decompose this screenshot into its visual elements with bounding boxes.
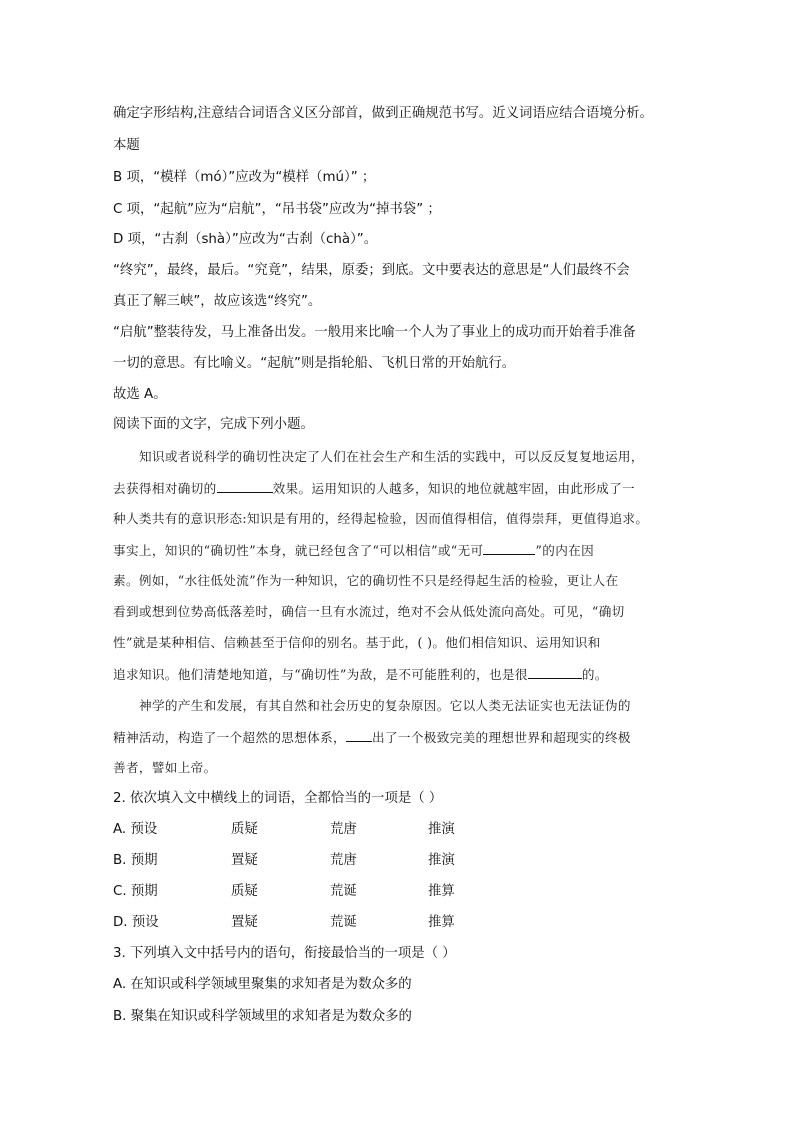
q2-option-c-word2: 质疑 — [231, 884, 258, 899]
fill-blank-1 — [217, 479, 273, 493]
q3-option-b: B. 聚集在知识或科学领域里的求知者是为数众多的 — [113, 1009, 412, 1024]
passage-text: 精神活动，构造了一个超然的思想体系， — [113, 730, 346, 745]
passage-text: 的。 — [581, 667, 608, 682]
q2-option-d-word2: 置疑 — [231, 915, 258, 930]
passage-text: 效果。运用知识的人越多，知识的地位就越牢固，由此形成了一 — [272, 481, 635, 496]
explanation-line-3: B 项，“模样（mó）”应改为“模样（mú）” ； — [113, 170, 376, 185]
question-2-stem: 2. 依次填入文中横线上的词语，全都恰当的一项是（ ） — [113, 791, 443, 806]
q2-option-d-word3: 荒诞 — [330, 915, 357, 930]
passage-line-7: 性”就是某种相信、信赖甚至于信仰的别名。基于此，( )。他们相信知识、运用知识和 — [113, 635, 601, 650]
passage-line-2 — [113, 479, 689, 498]
q2-option-a-label: A. 预设 — [113, 822, 158, 837]
q2-option-b-label: B. 预期 — [113, 853, 158, 868]
passage-text: ”的内在因 — [535, 543, 595, 558]
explanation-line-10: 故选 A。 — [113, 387, 167, 402]
fill-blank-3 — [528, 665, 582, 679]
passage-text: 出了一个极致完美的理想世界和超现实的终极 — [372, 730, 631, 745]
passage-line-1: 知识或者说科学的确切性决定了人们在社会生产和生活的实践中，可以反反复复地运用， — [139, 449, 644, 464]
passage-line-8 — [113, 665, 689, 684]
q2-option-b-word2: 置疑 — [231, 853, 258, 868]
passage-line-3: 种人类共有的意识形态:知识是有用的，经得起检验，因而值得相信，值得崇拜，更值得追求。 — [113, 511, 649, 526]
passage-text: 追求知识。他们清楚地知道，与“确切性”为敌，是不可能胜利的，也是很 — [113, 667, 528, 682]
q2-option-d-word4: 推算 — [428, 915, 455, 930]
explanation-line-4: C 项，“起航”应为“启航”，“吊书袋”应改为“掉书袋” ； — [113, 202, 441, 217]
q2-option-b-word4: 推演 — [428, 853, 455, 868]
explanation-line-2: 本题 — [113, 138, 140, 153]
explanation-line-9: 一切的意思。有比喻义。“起航”则是指轮船、飞机日常的开始航行。 — [113, 356, 516, 371]
q2-option-a-word3: 荒唐 — [330, 822, 357, 837]
q2-option-c-word4: 推算 — [428, 884, 455, 899]
q2-option-a-word2: 质疑 — [231, 822, 258, 837]
passage-line-6: 看到或想到位势高低落差时，确信一旦有水流过，绝对不会从低处流向高处。可见，“确切 — [113, 604, 625, 619]
q2-option-a-word4: 推演 — [428, 822, 455, 837]
q2-option-d-label: D. 预设 — [113, 915, 159, 930]
question-3-stem: 3. 下列填入文中括号内的语句，衔接最恰当的一项是（ ） — [113, 946, 456, 961]
q3-option-a: A. 在知识或科学领域里聚集的求知者是为数众多的 — [113, 977, 412, 992]
q2-option-c-label: C. 预期 — [113, 884, 158, 899]
reading-instruction: 阅读下面的文字，完成下列小题。 — [113, 417, 314, 432]
explanation-line-8: “启航”整装待发，马上准备出发。一般用来比喻一个人为了事业上的成功而开始着手准备 — [113, 325, 636, 340]
fill-blank-2 — [483, 541, 535, 555]
explanation-line-1: 确定字形结构,注意结合词语含义区分部首，做到正确规范书写。近义词语应结合语境分析。 — [113, 106, 653, 121]
fill-blank-4 — [346, 728, 372, 742]
passage-line-10 — [113, 728, 689, 747]
passage-line-5: 素。例如，“水往低处流”作为一种知识，它的确切性不只是经得起生活的检验，更让人在 — [113, 573, 619, 588]
q2-option-c-word3: 荒诞 — [330, 884, 357, 899]
explanation-line-6: “终究”，最终，最后。“究竟”，结果，原委；到底。文中要表达的意思是“人们最终不会 — [113, 263, 630, 278]
passage-text: 去获得相对确切的 — [113, 481, 217, 496]
explanation-line-7: 真正了解三峡”，故应该选“终究”。 — [113, 294, 322, 309]
passage-text: 事实上，知识的“确切性”本身，就已经包含了“可以相信”或“无可 — [113, 543, 484, 558]
explanation-line-5: D 项，“古刹（shà）”应改为“古刹（chà）”。 — [113, 232, 378, 247]
passage-line-9: 神学的产生和发展，有其自然和社会历史的复杂原因。它以人类无法证实也无法证伪的 — [139, 698, 631, 713]
passage-line-4 — [113, 541, 689, 560]
q2-option-b-word3: 荒唐 — [330, 853, 357, 868]
passage-line-11: 善者，譬如上帝。 — [113, 760, 217, 775]
